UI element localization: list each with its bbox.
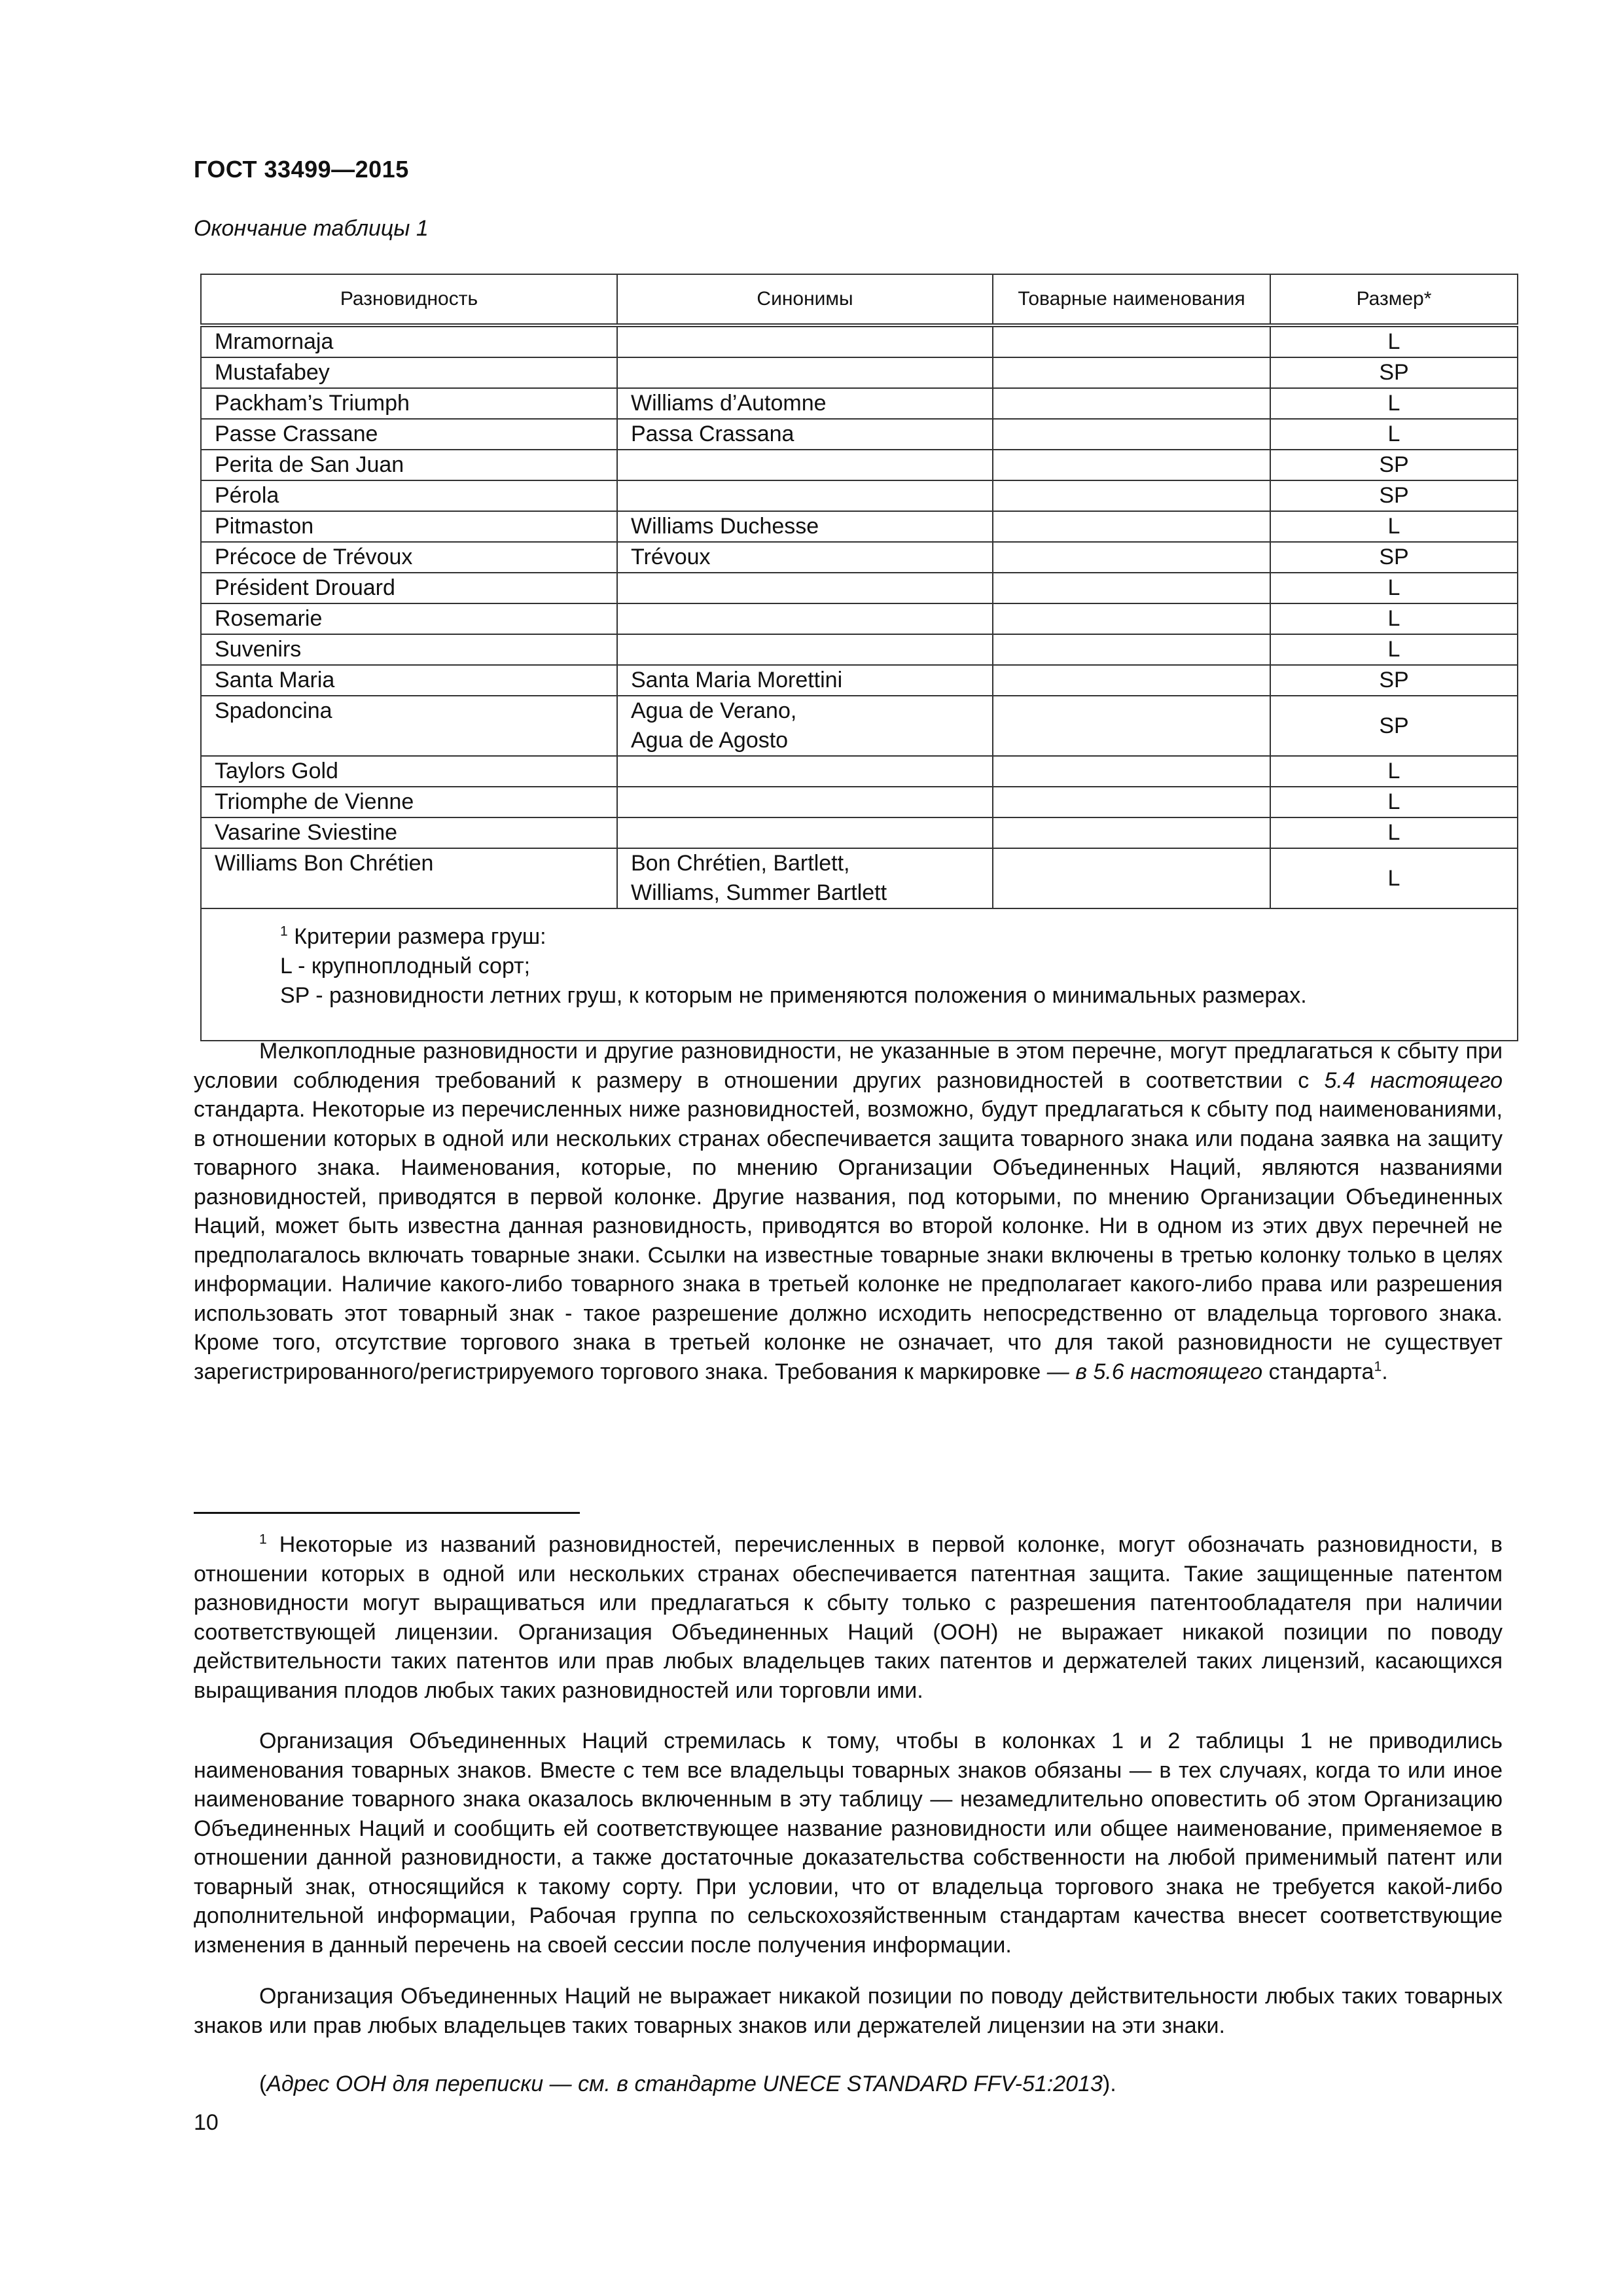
- size-cell: SP: [1270, 665, 1518, 696]
- trade-name-cell: [993, 848, 1270, 908]
- trade-name-cell: [993, 511, 1270, 542]
- synonyms-cell: [617, 787, 993, 817]
- table-row: [201, 665, 1518, 696]
- body-text-part: стандарта. Некоторые из перечисленных ниже разновидностей, возможно, будут предлагаться к сбыту под наименованиями, в отношении которых в одной или нескольких странах обеспечивается защита товарного знака или подана заявка на защиту товарного знака. Наименования, которые, по мнению Организации Объединенных Наций, являются названиями разновидностей, приводятся в первой колонке. Другие названия, под которыми, по мнению Организации Объединенных Наций, может быть известна данная разновидность, приводятся во второй колонке. Ни в одном из этих двух перечней не предполагалось включать товарные знаки. Ссылки на известные товарные знаки включены в третью колонку только в целях информации. Наличие какого-либо товарного знака в третьей колонке не предполагает какого-либо права или разрешения использовать этот товарный знак - такое разрешение должно исходить непосредственно от владельца торгового знака. Кроме того, отсутствие торгового знака в третьей колонке не означает, что для такой разновидности не существует зарегистрированного/регистрируемого торгового знака. Требования к маркировке: [194, 1097, 1503, 1384]
- trade-name-cell: [993, 696, 1270, 756]
- note-summer-pears: SP - разновидности летних груш, к которым не применяются положения о минимальных размерах.: [280, 983, 1307, 1008]
- variety-cell: Perita de San Juan: [201, 450, 617, 480]
- trade-name-cell: [993, 480, 1270, 511]
- variety-cell: Pérola: [201, 480, 617, 511]
- footnote-paragraph-2: Организация Объединенных Наций стремилась к тому, чтобы в колонках 1 и 2 таблицы 1 не приводились наименования товарных знаков. Вместе с тем все владельцы товарных знаков обязаны — в тех случаях, когда то или иное наименование товарного знака оказалось включенным в эту таблицу — незамедлительно оповестить об этом Организацию Объединенных Наций и сообщить ей соответствующее название разновидности или общее наименование, применяемое в отношении данной разновидности, а также достаточные доказательства собственности на любой применимый патент или товарный знак, относящийся к такому сорту. При условии, что от владельца торгового знака не требуется какой-либо дополнительной информации, Рабочая группа по сельскохозяйственным стандартам качества внесет соответствующие изменения в данный перечень на своей сессии после получения информации.: [194, 1729, 1503, 1958]
- footnote-separator: [194, 1512, 580, 1514]
- synonyms-cell: [617, 817, 993, 848]
- size-cell: L: [1270, 756, 1518, 787]
- table-row: [201, 756, 1518, 787]
- synonyms-cell: Santa Maria Morettini: [617, 665, 993, 696]
- variety-cell: Williams Bon Chrétien: [201, 848, 617, 908]
- trade-name-cell: [993, 817, 1270, 848]
- variety-cell: Santa Maria: [201, 665, 617, 696]
- size-criteria-note: [201, 908, 1518, 1041]
- size-cell: L: [1270, 817, 1518, 848]
- body-paragraph: [194, 1037, 1503, 1386]
- table-row: [201, 817, 1518, 848]
- size-cell: L: [1270, 388, 1518, 419]
- size-cell: L: [1270, 787, 1518, 817]
- synonyms-cell: Agua de Verano, Agua de Agosto: [617, 696, 993, 756]
- body-text-part: Мелкоплодные разновидности и другие разновидности, не указанные в этом перечне, могут предлагаться к сбыту при условии соблюдения требований к размеру в отношении других разновидностей в соответствии с: [194, 1039, 1503, 1093]
- size-cell: SP: [1270, 450, 1518, 480]
- table-continuation-caption: Окончание таблицы 1: [194, 216, 429, 241]
- trade-name-cell: [993, 357, 1270, 388]
- synonyms-cell: Williams d’Automne: [617, 388, 993, 419]
- size-cell: SP: [1270, 357, 1518, 388]
- synonyms-cell: [617, 756, 993, 787]
- table-row: [201, 603, 1518, 634]
- variety-cell: Triomphe de Vienne: [201, 787, 617, 817]
- trade-name-cell: [993, 542, 1270, 573]
- table-row: [201, 357, 1518, 388]
- footnote-number: 1: [259, 1532, 267, 1547]
- synonyms-cell: [617, 450, 993, 480]
- column-header-variety: Разновидность: [201, 274, 617, 325]
- table-row: [201, 325, 1518, 357]
- footnote-address: [194, 2070, 1503, 2099]
- footnote-text: Некоторые из названий разновидностей, перечисленных в первой колонке, могут обозначать разновидности, в отношении которых в одной или нескольких странах обеспечивается патентная защита. Такие защищенные патентом разновидности могут выращиваться или предлагаться к сбыту только с разрешения патентообладателя при наличии соответствующей лицензии. Организация Объединенных Наций (ООН) не выражает никакой позиции по поводу действительности таких патентов или прав любых владельцев таких патентов и держателей таких лицензий, касающихся выращивания плодов любых таких разновидностей или торговли ими.: [194, 1532, 1503, 1703]
- variety-cell: Pitmaston: [201, 511, 617, 542]
- column-header-size: Размер*: [1270, 274, 1518, 325]
- variety-cell: Mramornaja: [201, 325, 617, 357]
- size-cell: L: [1270, 848, 1518, 908]
- synonyms-cell: Williams Duchesse: [617, 511, 993, 542]
- variety-cell: Taylors Gold: [201, 756, 617, 787]
- table-row: [201, 542, 1518, 573]
- table-row: [201, 573, 1518, 603]
- variety-cell: Spadoncina: [201, 696, 617, 756]
- page-number: 10: [194, 2110, 219, 2135]
- table-row: [201, 787, 1518, 817]
- variety-cell: Suvenirs: [201, 634, 617, 665]
- footnote-marker: 1: [1374, 1359, 1382, 1374]
- synonyms-cell: Passa Crassana: [617, 419, 993, 450]
- variety-cell: Mustafabey: [201, 357, 617, 388]
- variety-cell: Packham’s Triumph: [201, 388, 617, 419]
- trade-name-cell: [993, 634, 1270, 665]
- synonyms-cell: Trévoux: [617, 542, 993, 573]
- body-text-part: .: [1382, 1359, 1388, 1384]
- trade-name-cell: [993, 665, 1270, 696]
- trade-name-cell: [993, 450, 1270, 480]
- size-cell: L: [1270, 603, 1518, 634]
- trade-name-cell: [993, 419, 1270, 450]
- table-row: [201, 634, 1518, 665]
- table-row: [201, 848, 1518, 908]
- table-row: [201, 696, 1518, 756]
- variety-cell: Vasarine Sviestine: [201, 817, 617, 848]
- trade-name-cell: [993, 787, 1270, 817]
- table-header-row: [201, 274, 1518, 325]
- note-superscript: 1: [280, 924, 288, 939]
- footnote-1: [194, 1530, 1503, 1705]
- column-header-trade-names: Товарные наименования: [993, 274, 1270, 325]
- synonyms-cell: [617, 603, 993, 634]
- trade-name-cell: [993, 756, 1270, 787]
- body-text-part: стандарта: [1262, 1359, 1374, 1384]
- size-cell: L: [1270, 325, 1518, 357]
- synonyms-cell: [617, 325, 993, 357]
- table-row: [201, 480, 1518, 511]
- column-header-synonyms: Синонимы: [617, 274, 993, 325]
- table-row: [201, 419, 1518, 450]
- size-cell: L: [1270, 511, 1518, 542]
- synonyms-cell: Bon Chrétien, Bartlett, Williams, Summer Bartlett: [617, 848, 993, 908]
- variety-cell: Passe Crassane: [201, 419, 617, 450]
- size-cell: SP: [1270, 542, 1518, 573]
- table-row: [201, 388, 1518, 419]
- trade-name-cell: [993, 325, 1270, 357]
- footnote-paragraph-3: Организация Объединенных Наций не выражает никакой позиции по поводу действительности любых таких товарных знаков или прав любых владельцев таких товарных знаков или держателей лицензии на эти знаки.: [194, 1984, 1503, 2038]
- address-text: Адрес ООН для переписки — см. в стандарте UNECE STANDARD FFV-51:2013: [266, 2072, 1103, 2096]
- reference-5-6: — в 5.6 настоящего: [1046, 1359, 1263, 1384]
- size-cell: L: [1270, 634, 1518, 665]
- note-heading: Критерии размера груш:: [294, 924, 546, 949]
- size-cell: L: [1270, 573, 1518, 603]
- table-row: [201, 450, 1518, 480]
- variety-cell: Président Drouard: [201, 573, 617, 603]
- reference-5-4: 5.4 настоящего: [1324, 1067, 1503, 1093]
- table-row: [201, 511, 1518, 542]
- table-notes-row: [201, 908, 1518, 1041]
- paren-open: (: [259, 2072, 267, 2096]
- size-cell: L: [1270, 419, 1518, 450]
- synonyms-cell: [617, 357, 993, 388]
- variety-cell: Précoce de Trévoux: [201, 542, 617, 573]
- synonyms-cell: [617, 573, 993, 603]
- size-cell: SP: [1270, 696, 1518, 756]
- trade-name-cell: [993, 388, 1270, 419]
- note-large-fruit: L - крупноплодный сорт;: [280, 954, 531, 978]
- trade-name-cell: [993, 603, 1270, 634]
- synonyms-cell: [617, 480, 993, 511]
- varieties-table: [200, 274, 1518, 1041]
- paren-close: ).: [1102, 2072, 1116, 2096]
- size-cell: SP: [1270, 480, 1518, 511]
- document-code: ГОСТ 33499—2015: [194, 156, 409, 183]
- variety-cell: Rosemarie: [201, 603, 617, 634]
- trade-name-cell: [993, 573, 1270, 603]
- synonyms-cell: [617, 634, 993, 665]
